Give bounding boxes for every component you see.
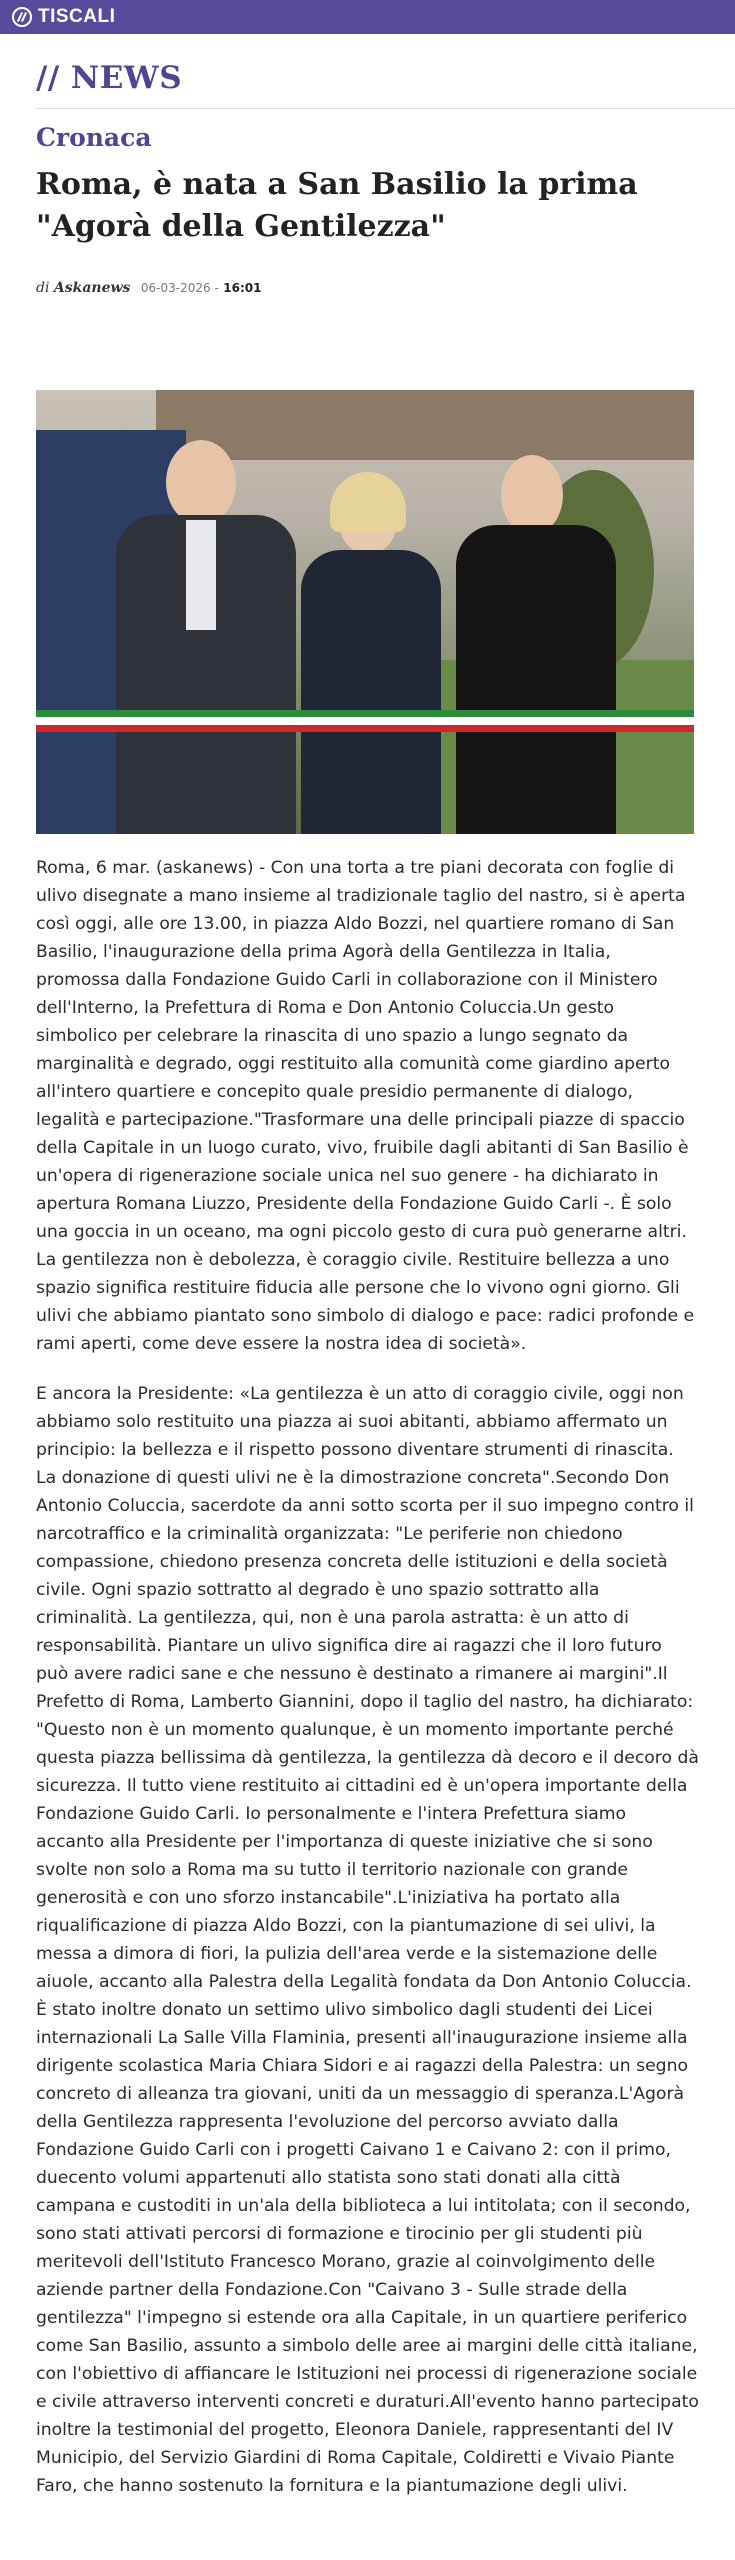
top-bar — [0, 0, 735, 34]
publish-date: 06-03-2026 - — [140, 281, 219, 295]
byline-prefix: di — [36, 280, 50, 296]
article-paragraph-1: Roma, 6 mar. (askanews) - Con una torta a tre piani decorata con foglie di ulivo disegnate a mano insieme al tradizionale taglio del nastro, si è aperta così oggi, alle ore 13.00, in piazza Aldo Bozzi, nel quartiere romano di San Basilio, l'inaugurazione della prima Agorà della Gentilezza in Italia, promossa dalla Fondazione Guido Carli in collaborazione con il Ministero dell'Interno, la Prefettura di Roma e Don Antonio Coluccia.Un gesto simbolico per celebrare la rinascita di uno spazio a lungo segnato da marginalità e degrado, oggi restituito alla comunità come giardino aperto all'intero quartiere e concepito quale presidio permanente di dialogo, legalità e partecipazione."Trasformare una delle principali piazze di spaccio della Capitale in un luogo curato, vivo, fruibile dagli abitanti di San Basilio è un'opera di rigenerazione sociale unica nel suo genere - ha dichiarato in apertura Romana Liuzzo, Presidente della Fondazione Guido Carli -. È solo una goccia in un oceano, ma ogni piccolo gesto di cura può generarne altri. La gentilezza non è debolezza, è coraggio civile. Restituire bellezza a uno spazio significa restituire fiducia alle persone che lo vivono ogni giorno. Gli ulivi che abbiamo piantato sono simbolo di dialogo e pace: radici profonde e rami aperti, come deve essere la nostra idea di società». — [36, 858, 695, 1354]
photo-person-right — [436, 430, 626, 834]
logo-text: TISCALI — [38, 6, 116, 27]
article-photo — [36, 390, 694, 834]
tiscali-logo-icon — [12, 7, 32, 27]
tiscali-logo[interactable] — [12, 6, 115, 28]
article-title: Roma, è nata a San Basilio la prima "Agorà della Gentilezza" — [36, 167, 638, 244]
photo-person-center — [286, 450, 456, 834]
section-divider — [36, 108, 735, 109]
author-link[interactable]: Askanews — [53, 280, 131, 296]
photo-person-left — [106, 420, 316, 834]
byline — [36, 280, 699, 296]
publish-time: 16:01 — [223, 281, 262, 295]
tricolor-ribbon — [36, 710, 694, 732]
page-content — [0, 60, 735, 2500]
section-title[interactable]: // NEWS — [36, 60, 183, 96]
article-paragraph-2: E ancora la Presidente: «La gentilezza è un atto di coraggio civile, oggi non abbiamo solo restituito una piazza ai suoi abitanti, abbiamo affermato un principio: la bellezza e il rispetto possono diventare strumenti di rinascita. La donazione di questi ulivi ne è la dimostrazione concreta".Secondo Don Antonio Coluccia, sacerdote da anni sotto scorta per il suo impegno contro il narcotraffico e la criminalità organizzata: "Le periferie non chiedono compassione, chiedono presenza concreta delle istituzioni e della società civile. Ogni spazio sottratto al degrado è uno spazio sottratto alla criminalità. La gentilezza, qui, non è una parola astratta: è un atto di responsabilità. Piantare un ulivo significa dire ai ragazzi che il loro futuro può avere radici sane e che nessuno è destinato a rimanere ai margini".Il Prefetto di Roma, Lamberto Giannini, dopo il taglio del nastro, ha dichiarato: "Questo non è un momento qualunque, è un momento importante perché questa piazza bellissima dà gentilezza, la gentilezza dà decoro e il decoro dà sicurezza. Il tutto viene restituito ai cittadini ed è un'opera importante della Fondazione Guido Carli. Io personalmente e l'intera Prefettura siamo accanto alla Presidente per l'importanza di queste iniziative che si sono svolte non solo a Roma ma su tutto il territorio nazionale con grande generosità e con uno sforzo instancabile".L'iniziativa ha portato alla riqualificazione di piazza Aldo Bozzi, con la piantumazione di sei ulivi, la messa a dimora di fiori, la pulizia dell'area verde e la sistemazione delle aiuole, accanto alla Palestra della Legalità fondata da Don Antonio Coluccia. È stato inoltre donato un settimo ulivo simbolico dagli studenti dei Licei internazionali La Salle Villa Flaminia, presenti all'inaugurazione insieme alla dirigente scolastica Maria Chiara Sidori e ai ragazzi della Palestra: un segno concreto di alleanza tra giovani, uniti da un messaggio di speranza.L'Agorà della Gentilezza rappresenta l'evoluzione del percorso avviato dalla Fondazione Guido Carli con i progetti Caivano 1 e Caivano 2: con il primo, duecento volumi appartenuti allo statista sono stati donati alla città campana e custoditi in un'ala della biblioteca a lui intitolata; con il secondo, sono stati attivati percorsi di formazione e tirocinio per gli studenti più meritevoli dell'Istituto Francesco Morano, grazie al coinvolgimento delle aziende partner della Fondazione.Con "Caivano 3 - Sulle strade della gentilezza" l'impegno si estende ora alla Capitale, in un quartiere periferico come San Basilio, assunto a simbolo delle aree ai margini delle città italiane, con l'obiettivo di affiancare le Istituzioni nei processi di rigenerazione sociale e civile attraverso interventi concreti e duraturi.All'evento hanno partecipato inoltre la testimonial del progetto, Eleonora Daniele, rappresentanti del IV Municipio, del Servizio Giardini di Roma Capitale, Coldiretti e Vivaio Piante Faro, che hanno sostenuto la fornitura e la piantumazione degli ulivi. — [36, 1384, 699, 2496]
article-category[interactable]: Cronaca — [36, 123, 152, 152]
article-body — [36, 854, 699, 2500]
